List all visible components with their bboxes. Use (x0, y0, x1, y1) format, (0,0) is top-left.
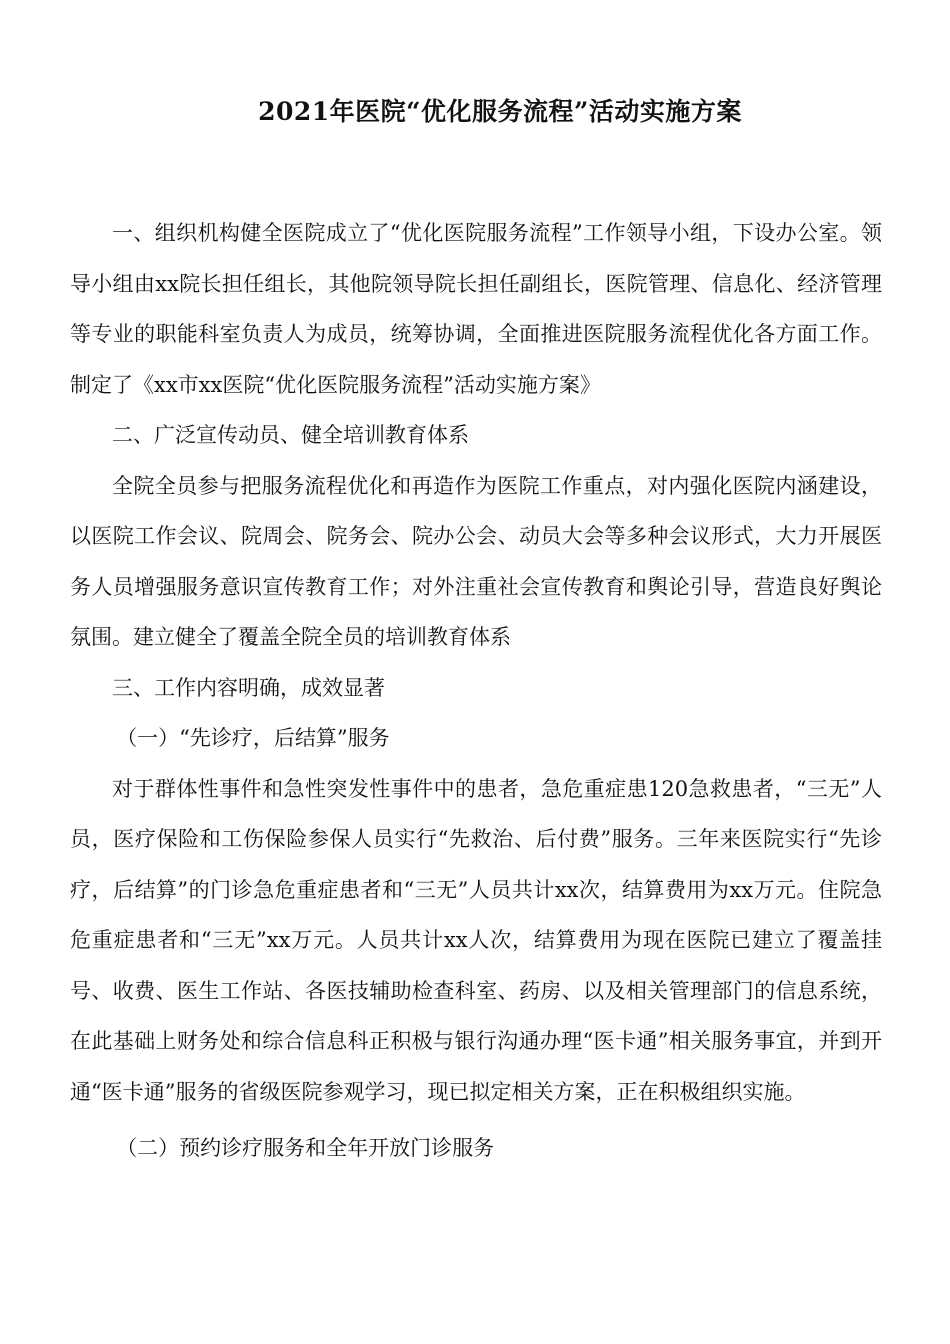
heading-work-content: 三、工作内容明确，成效显著 (112, 675, 385, 700)
subheading-appointment: （二）预约诊疗服务和全年开放门诊服务 (116, 1136, 495, 1160)
subheading-treat-first: （一）“先诊疗，后结算”服务 (116, 726, 390, 750)
heading-publicity: 二、广泛宣传动员、健全培训教育体系 (112, 423, 469, 447)
document-title: 2021年医院“优化服务流程”活动实施方案 (258, 97, 742, 126)
document-body (70, 208, 882, 1174)
paragraph-publicity: 全院全员参与把服务流程优化和再造作为医院工作重点，对内强化医院内涵建设，以医院工作会议、院周会、院务会、院办公会、动员大会等多种会议形式，大力开展医务人员增强服务意识宣传教育工作；对外注重社会宣传教育和舆论引导，营造良好舆论氛围。建立健全了覆盖全院全员的培训教育体系 (70, 473, 882, 649)
paragraph-treat-first: 对于群体性事件和急性突发性事件中的患者，急危重症患120急救患者，“三无”人员，医疗保险和工伤保险参保人员实行“先救治、后付费”服务。三年来医院实行“先诊疗，后结算”的门诊急危重症患者和“三无”人员共计xx次，结算费用为xx万元。住院急危重症患者和“三无”xx万元。人员共计xx人次，结算费用为现在医院已建立了覆盖挂号、收费、医生工作站、各医技辅助检查科室、药房、以及相关管理部门的信息系统，在此基础上财务处和综合信息科正积极与银行沟通办理“医卡通”相关服务事宜，并到开通“医卡通”服务的省级医院参观学习，现已拟定相关方案，正在积极组织实施。 (70, 776, 882, 1104)
paragraph-organization: 一、组织机构健全医院成立了“优化医院服务流程”工作领导小组，下设办公室。领导小组由xx院长担任组长，其他院领导院长担任副组长，医院管理、信息化、经济管理等专业的职能科室负责人为成员，统筹协调，全面推进医院服务流程优化各方面工作。制定了《xx市xx医院“优化医院服务流程”活动实施方案》 (70, 221, 882, 397)
